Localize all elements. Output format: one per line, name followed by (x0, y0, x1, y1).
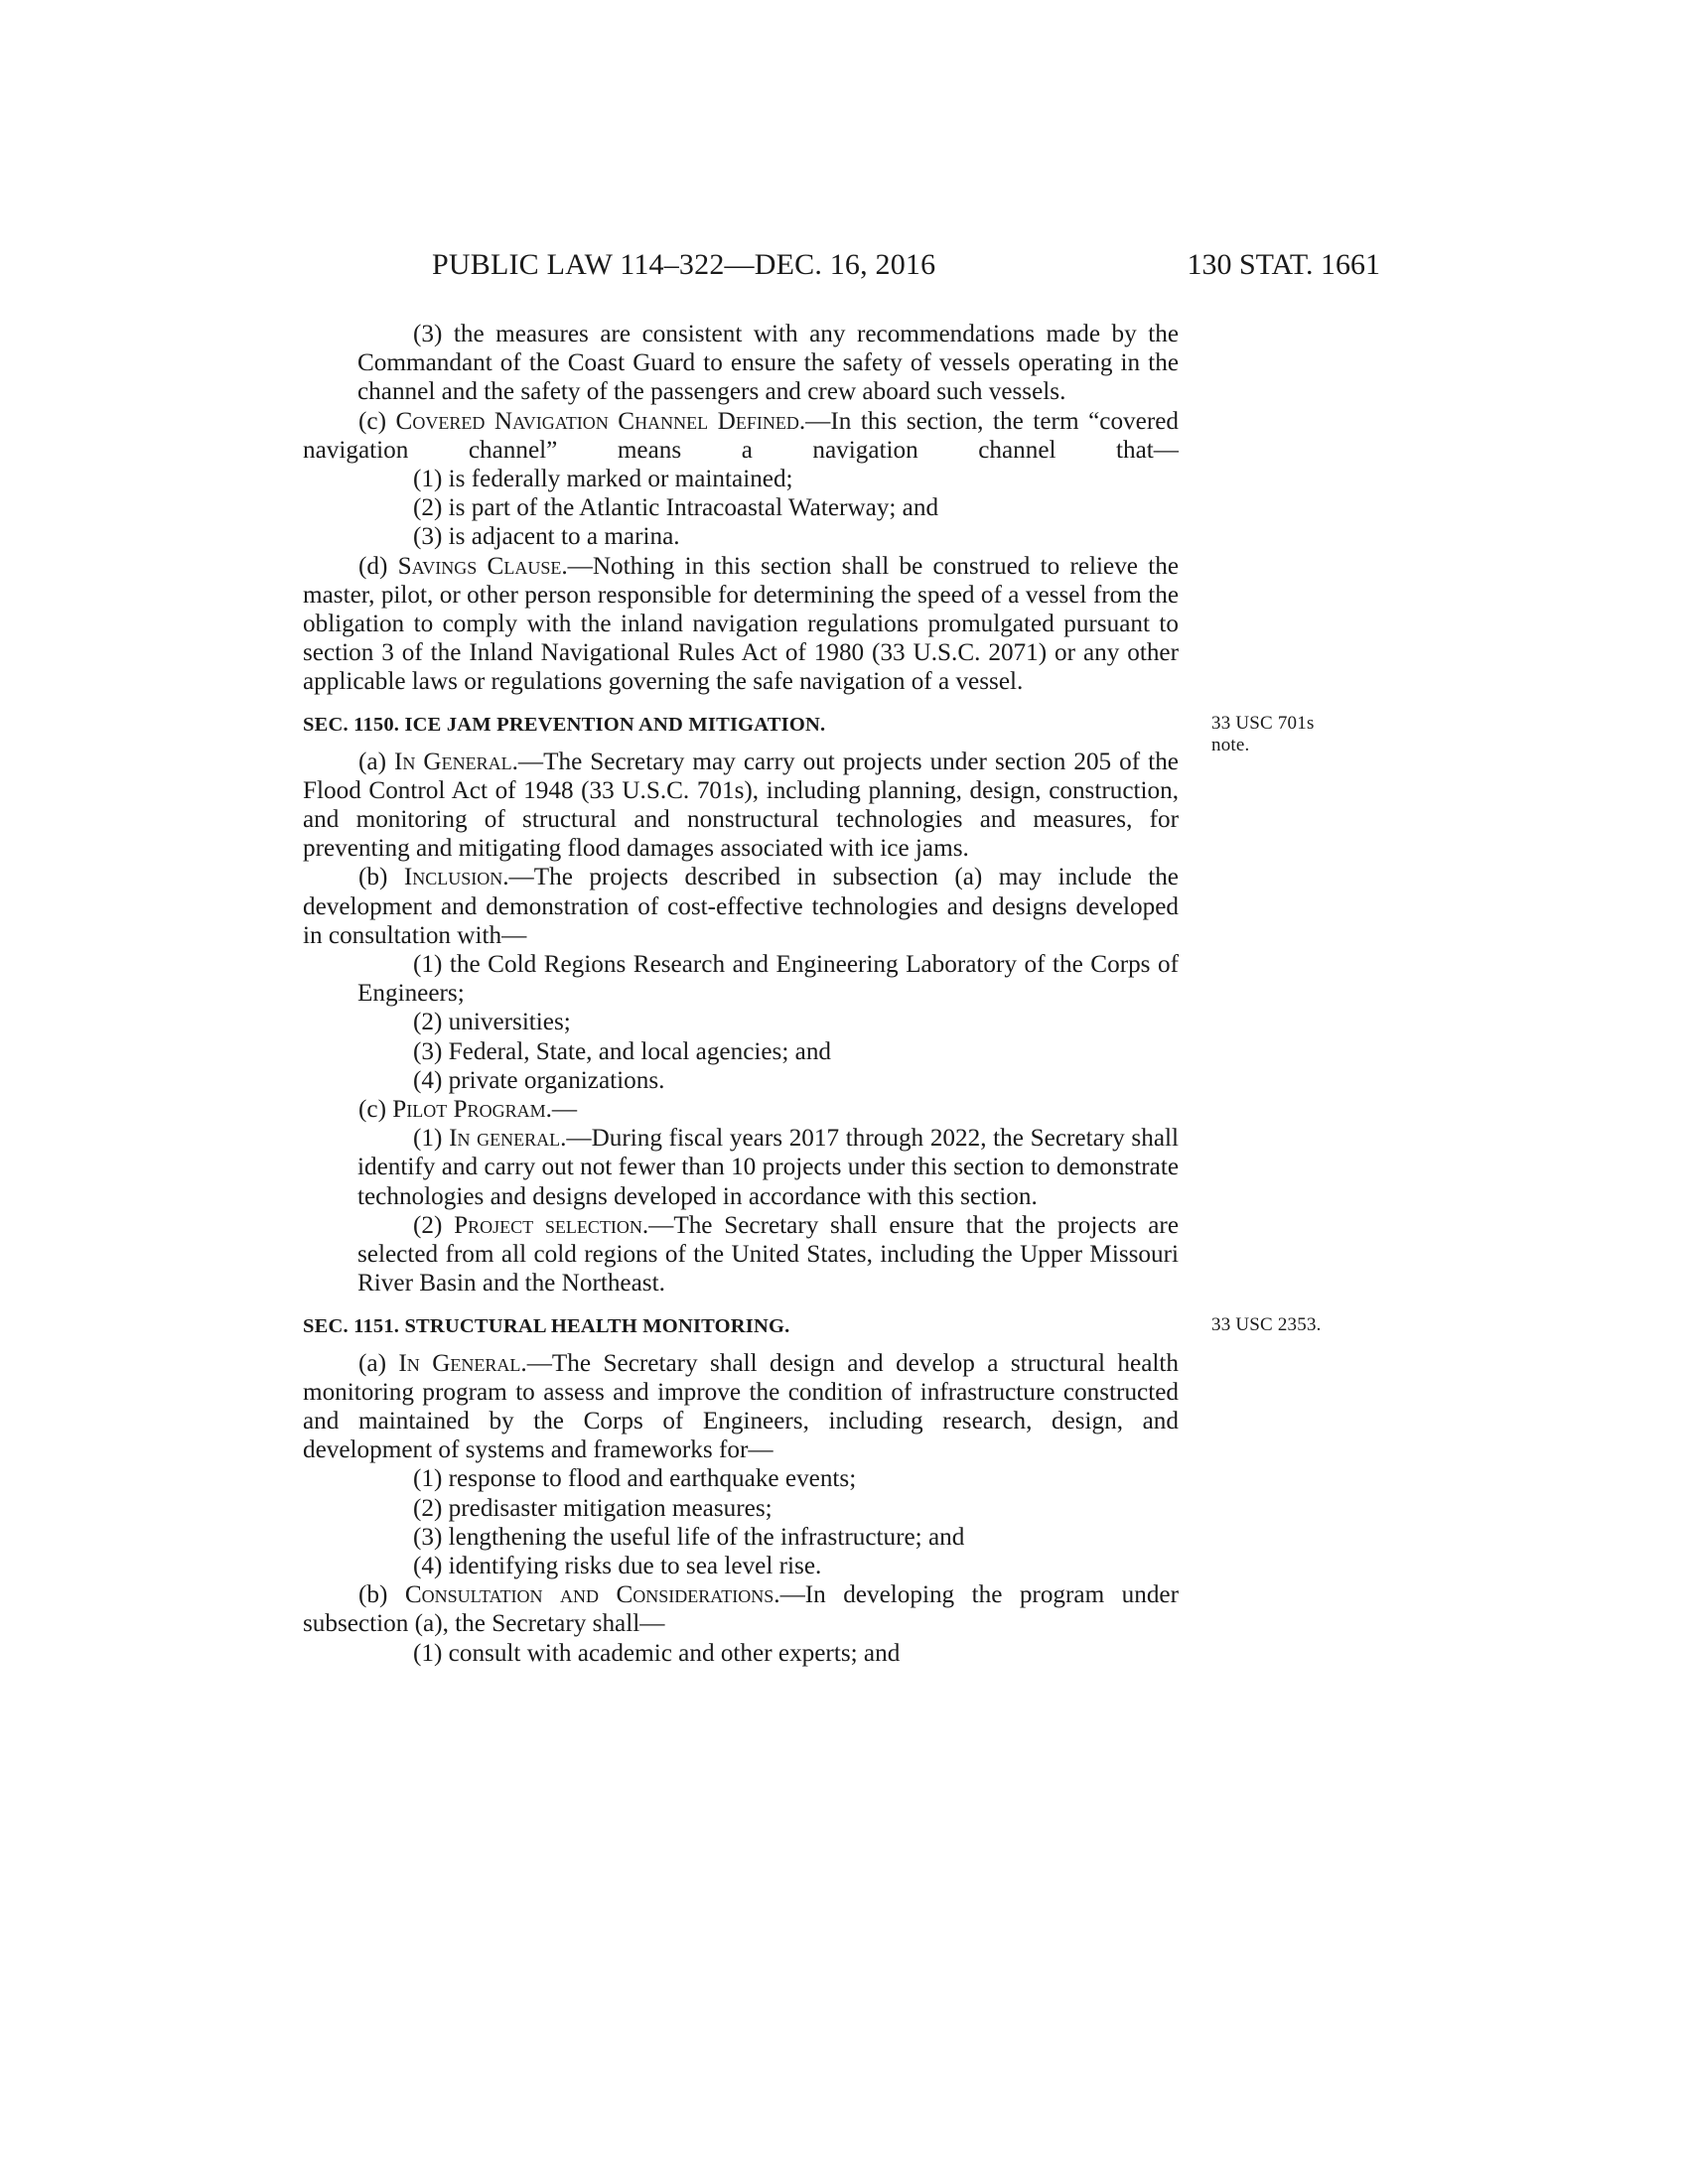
subsection-a-in-general: (a) In General.—The Secretary may carry out projects under section 205 of the Flood Control Act of 1948 (33 U.S.C. 701s), including planning, design, construction, and monitoring of structural and nonstructural technologies and measures, for preventing and mitigating flood damages associated with ice jams. (303, 748, 1179, 863)
subsection-c-covered-channel: (c) Covered Navigation Channel Defined.—In this section, the term “covered navigation channel” means a navigation channel that— (303, 407, 1179, 464)
list-item: (4) private organizations. (413, 1066, 665, 1094)
subsection-heading: In General (398, 1349, 521, 1377)
subsection-heading: Consultation and Considerations (404, 1581, 774, 1609)
list-item: (1) consult with academic and other experts; and (413, 1639, 901, 1667)
subsection-heading: In General (394, 748, 512, 775)
list-item: (1) the Cold Regions Research and Engineering Laboratory of the Corps of Engineers; (357, 951, 1179, 1008)
subsection-heading: Covered Navigation Channel Defined (395, 407, 799, 435)
list-item: (1) response to flood and earthquake events; (413, 1465, 857, 1493)
paragraph-heading: In general (449, 1125, 561, 1153)
paragraph-heading: Project selection (454, 1211, 642, 1239)
page-header (303, 248, 1380, 288)
subsection-heading: Savings Clause (397, 552, 562, 580)
subsection-heading: Pilot Program (392, 1096, 546, 1124)
section-heading-1150: SEC. 1150. ICE JAM PREVENTION AND MITIGATION. 33 USC 701s note. (303, 711, 1179, 740)
list-item: (2) predisaster mitigation measures; (413, 1494, 773, 1522)
margin-note-1151: 33 USC 2353. (1211, 1313, 1322, 1335)
list-item: (3) is adjacent to a marina. (413, 523, 680, 551)
list-item: (3) lengthening the useful life of the infrastructure; and (413, 1523, 965, 1551)
subsection-b-consultation: (b) Consultation and Considerations.—In developing the program under subsection (a), the Secretary shall— (303, 1581, 1179, 1638)
list-item: (2) universities; (413, 1009, 571, 1036)
subsection-b-inclusion: (b) Inclusion.—The projects described in subsection (a) may include the development and demonstration of cost-effective technologies and designs developed in consultation with— (303, 864, 1179, 949)
list-item: (4) identifying risks due to sea level rise. (413, 1552, 822, 1579)
margin-note-1150: 33 USC 701s note. (1211, 712, 1315, 755)
subsection-a-in-general: (a) In General.—The Secretary shall design and develop a structural health monitoring program to assess and improve the condition of infrastructure constructed and maintained by the Corps of Engineers, including research, design, and development of systems and frameworks for— (303, 1349, 1179, 1464)
subsection-c-pilot-program: (c) Pilot Program.— (358, 1096, 578, 1124)
document-body (303, 320, 1322, 1668)
paragraph-c1-in-general: (1) In general.—During fiscal years 2017 through 2022, the Secretary shall identify and carry out not fewer than 10 projects under this section to demonstrate technologies and designs developed in accordance with this section. (357, 1125, 1179, 1210)
page-number: 130 STAT. 1661 (1187, 248, 1380, 281)
subsection-d-savings-clause: (d) Savings Clause.—Nothing in this section shall be construed to relieve the master, pilot, or other person responsible for determining the speed of a vessel from the obligation to comply with the inland navigation regulations promulgated pursuant to section 3 of the Inland Navigational Rules Act of 1980 (33 U.S.C. 2071) or any other applicable laws or regulations governing the safe navigation of a vessel. (303, 552, 1179, 696)
subsection-heading: Inclusion (403, 864, 503, 891)
list-item: (2) is part of the Atlantic Intracoastal Waterway; and (413, 494, 939, 522)
section-heading-1151: SEC. 1151. STRUCTURAL HEALTH MONITORING. 33 USC 2353. (303, 1312, 1179, 1341)
running-title: PUBLIC LAW 114–322—DEC. 16, 2016 (432, 248, 936, 281)
list-item: (3) Federal, State, and local agencies; and (413, 1037, 832, 1065)
paragraph-c2-project-selection: (2) Project selection.—The Secretary shall ensure that the projects are selected from all cold regions of the United States, including the Upper Missouri River Basin and the Northeast. (357, 1211, 1179, 1297)
paragraph-b3-measures: (3) the measures are consistent with any recommendations made by the Commandant of the Coast Guard to ensure the safety of vessels operating in the channel and the safety of the passengers and crew aboard such vessels. (357, 321, 1179, 406)
list-item: (1) is federally marked or maintained; (413, 466, 793, 493)
